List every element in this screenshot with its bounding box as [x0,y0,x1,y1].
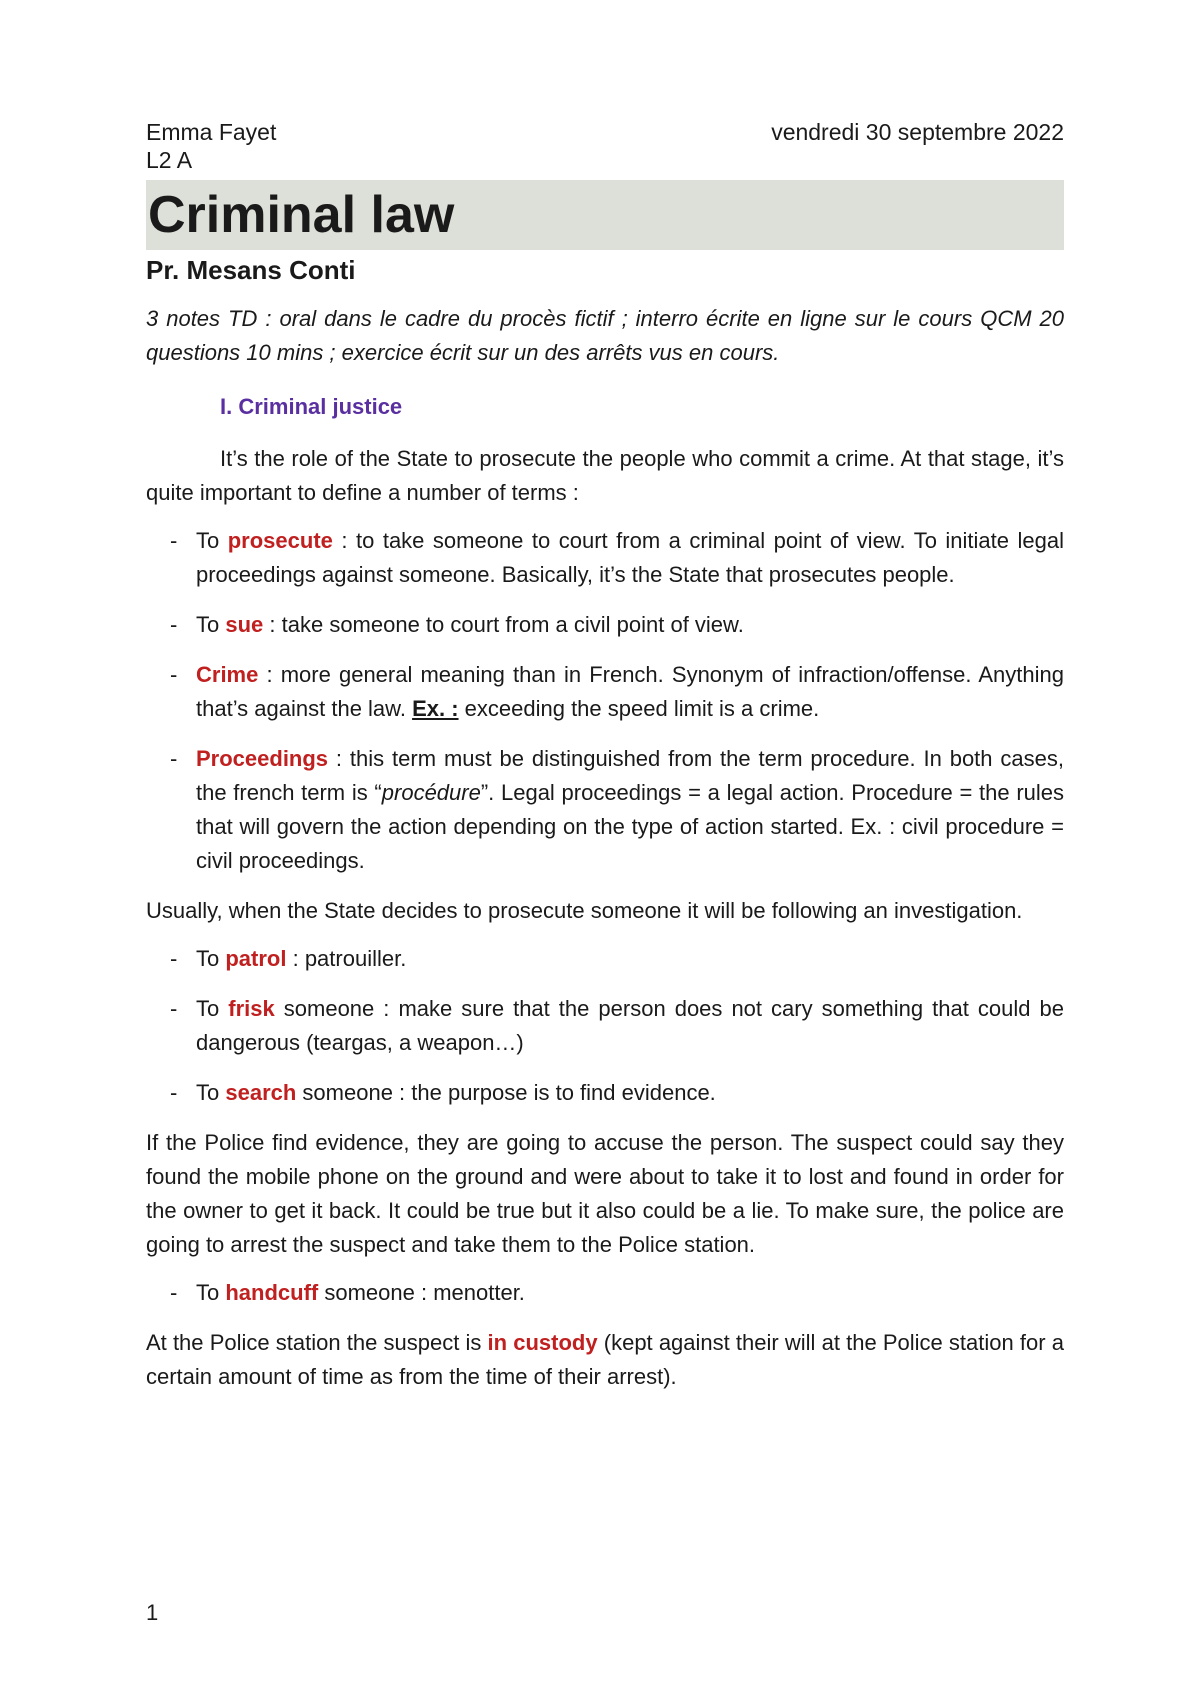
page-number: 1 [146,1600,159,1625]
paragraph-evidence: If the Police find evidence, they are going to accuse the person. The suspect could say they found the mobile phone on the ground and were about to take it to lost and found in order for the owner to get it back. It could be true but it also could be a lie. To make sure, the police are going to arrest the suspect and take them to the Police station. [146,1130,1064,1257]
term-keyword: Proceedings [196,746,329,771]
document-page [146,118,1064,1394]
list-item: - To handcuff someone : menotter. [146,1276,1064,1310]
term-keyword: handcuff [225,1280,319,1305]
term-keyword: patrol [225,946,287,971]
term-keyword: search [225,1080,297,1105]
list-item: - To patrol : patrouiller. [146,942,1064,976]
author-name: Emma Fayet [146,119,277,145]
list-dash: - [170,1280,178,1305]
term-keyword: frisk [228,996,275,1021]
list-item: - To search someone : the purpose is to find evidence. [146,1076,1064,1110]
professor-name: Pr. Mesans Conti [146,255,356,285]
term-list [146,942,1064,1110]
section-intro: It’s the role of the State to prosecute the people who commit a crime. At that stage, it’s quite important to define a number of terms : [146,446,1064,505]
list-item: - Proceedings : this term must be distinguished from the term procedure. In both cases, the french term is “procédure”. Legal proceedings = a legal action. Procedure = the rules that will govern the action depending on the type of action started. Ex. : civil procedure = civil proceedings. [146,742,1064,878]
class-label: L2 A [146,147,193,173]
paragraph-investigation: Usually, when the State decides to prosecute someone it will be following an investigation. [146,898,1023,923]
list-dash: - [170,612,178,637]
list-dash: - [170,1080,178,1105]
term-keyword: Crime [196,662,259,687]
section-heading: I. Criminal justice [220,394,403,419]
header-row [146,118,1064,146]
title-band [146,180,1064,250]
term-list [146,1276,1064,1310]
french-term: procédure [381,780,481,805]
list-dash: - [170,996,178,1021]
example-label: Ex. : [412,696,459,721]
list-dash: - [170,946,178,971]
list-item: - To prosecute : to take someone to court from a criminal point of view. To initiate legal proceedings against someone. Basically, it’s the State that prosecutes people. [146,524,1064,592]
list-dash: - [170,746,178,771]
term-list [146,524,1064,878]
list-dash: - [170,662,178,687]
term-keyword: sue [225,612,264,637]
grading-note: 3 notes TD : oral dans le cadre du procès fictif ; interro écrite en ligne sur le cours QCM 20 questions 10 mins ; exercice écrit sur un des arrêts vus en cours. [146,306,1064,365]
page-title: Criminal law [148,186,455,244]
list-item: - To frisk someone : make sure that the person does not cary something that could be dangerous (teargas, a weapon…) [146,992,1064,1060]
term-keyword: in custody [487,1330,598,1355]
list-item: - To sue : take someone to court from a civil point of view. [146,608,1064,642]
term-keyword: prosecute [227,528,333,553]
list-item: - Crime : more general meaning than in French. Synonym of infraction/offense. Anything that’s against the law. Ex. : exceeding the speed limit is a crime. [146,658,1064,726]
paragraph-custody: At the Police station the suspect is in custody (kept against their will at the Police station for a certain amount of time as from the time of their arrest). [146,1330,1064,1389]
list-dash: - [170,528,178,553]
date: vendredi 30 septembre 2022 [771,119,1064,145]
